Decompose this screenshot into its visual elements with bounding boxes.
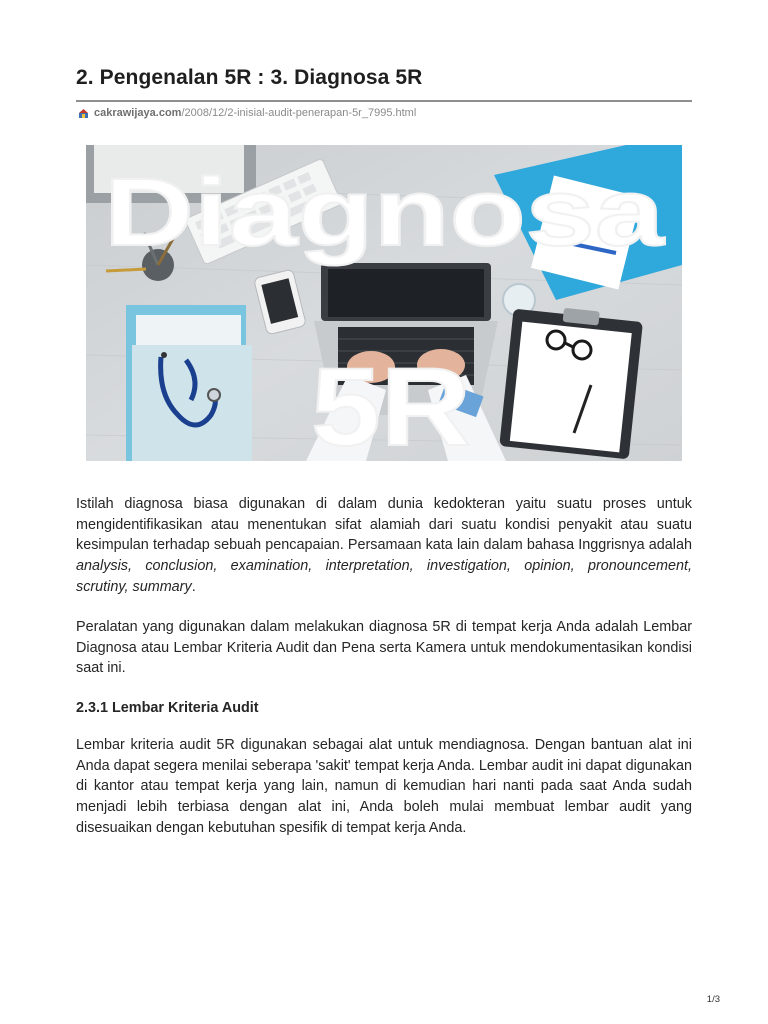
hero-image xyxy=(86,145,682,461)
hero-overlay-line2: 5R xyxy=(311,346,471,461)
english-terms: analysis, conclusion, examination, interpretation, investigation, opinion, pronouncement, scrutiny, summary xyxy=(76,558,692,595)
tools-paragraph: Peralatan yang digunakan dalam melakukan diagnosa 5R di tempat kerja Anda adalah Lembar Diagnosa atau Lembar Kriteria Audit dan Pena serta Kamera untuk mendokumentasikan kondisi saat ini. xyxy=(76,619,692,677)
intro-text: Istilah diagnosa biasa digunakan di dalam dunia kedokteran yaitu suatu proses untuk mengidentifikasikan atau menentukan sifat alamiah dari suatu kondisi penyakit atau suatu kesimpulan terhadap sebuah pencapaian. Persamaan kata lain dalam bahasa Inggrisnya adalah xyxy=(76,496,692,554)
site-favicon-icon xyxy=(78,108,89,119)
audit-sheet-paragraph: Lembar kriteria audit 5R digunakan sebagai alat untuk mendiagnosa. Dengan bantuan alat ini Anda dapat segera menilai seberapa 'sakit' tempat kerja Anda. Lembar audit ini dapat digunakan di kantor atau tempat kerja yang lain, namun di kemudian hari nanti pada saat Anda sudah menjadi lebih terbiasa dengan alat ini, Anda boleh mulai membuat lembar audit yang disesuaikan dengan kebutuhan spesifik di tempat kerja Anda. xyxy=(76,737,692,836)
intro-paragraph xyxy=(76,494,692,598)
title-divider xyxy=(76,100,692,102)
source-path: /2008/12/2-inisial-audit-penerapan-5r_7995.html xyxy=(181,107,417,119)
hero-overlay-line1: Diagnosa xyxy=(104,159,665,266)
section-heading: 2.3.1 Lembar Kriteria Audit xyxy=(76,700,259,716)
page-title: 2. Pengenalan 5R : 3. Diagnosa 5R xyxy=(76,66,423,89)
intro-end: . xyxy=(191,578,196,595)
page-number: 1/3 xyxy=(706,994,720,1005)
source-site: cakrawijaya.com xyxy=(94,107,182,119)
source-url[interactable] xyxy=(78,107,416,119)
